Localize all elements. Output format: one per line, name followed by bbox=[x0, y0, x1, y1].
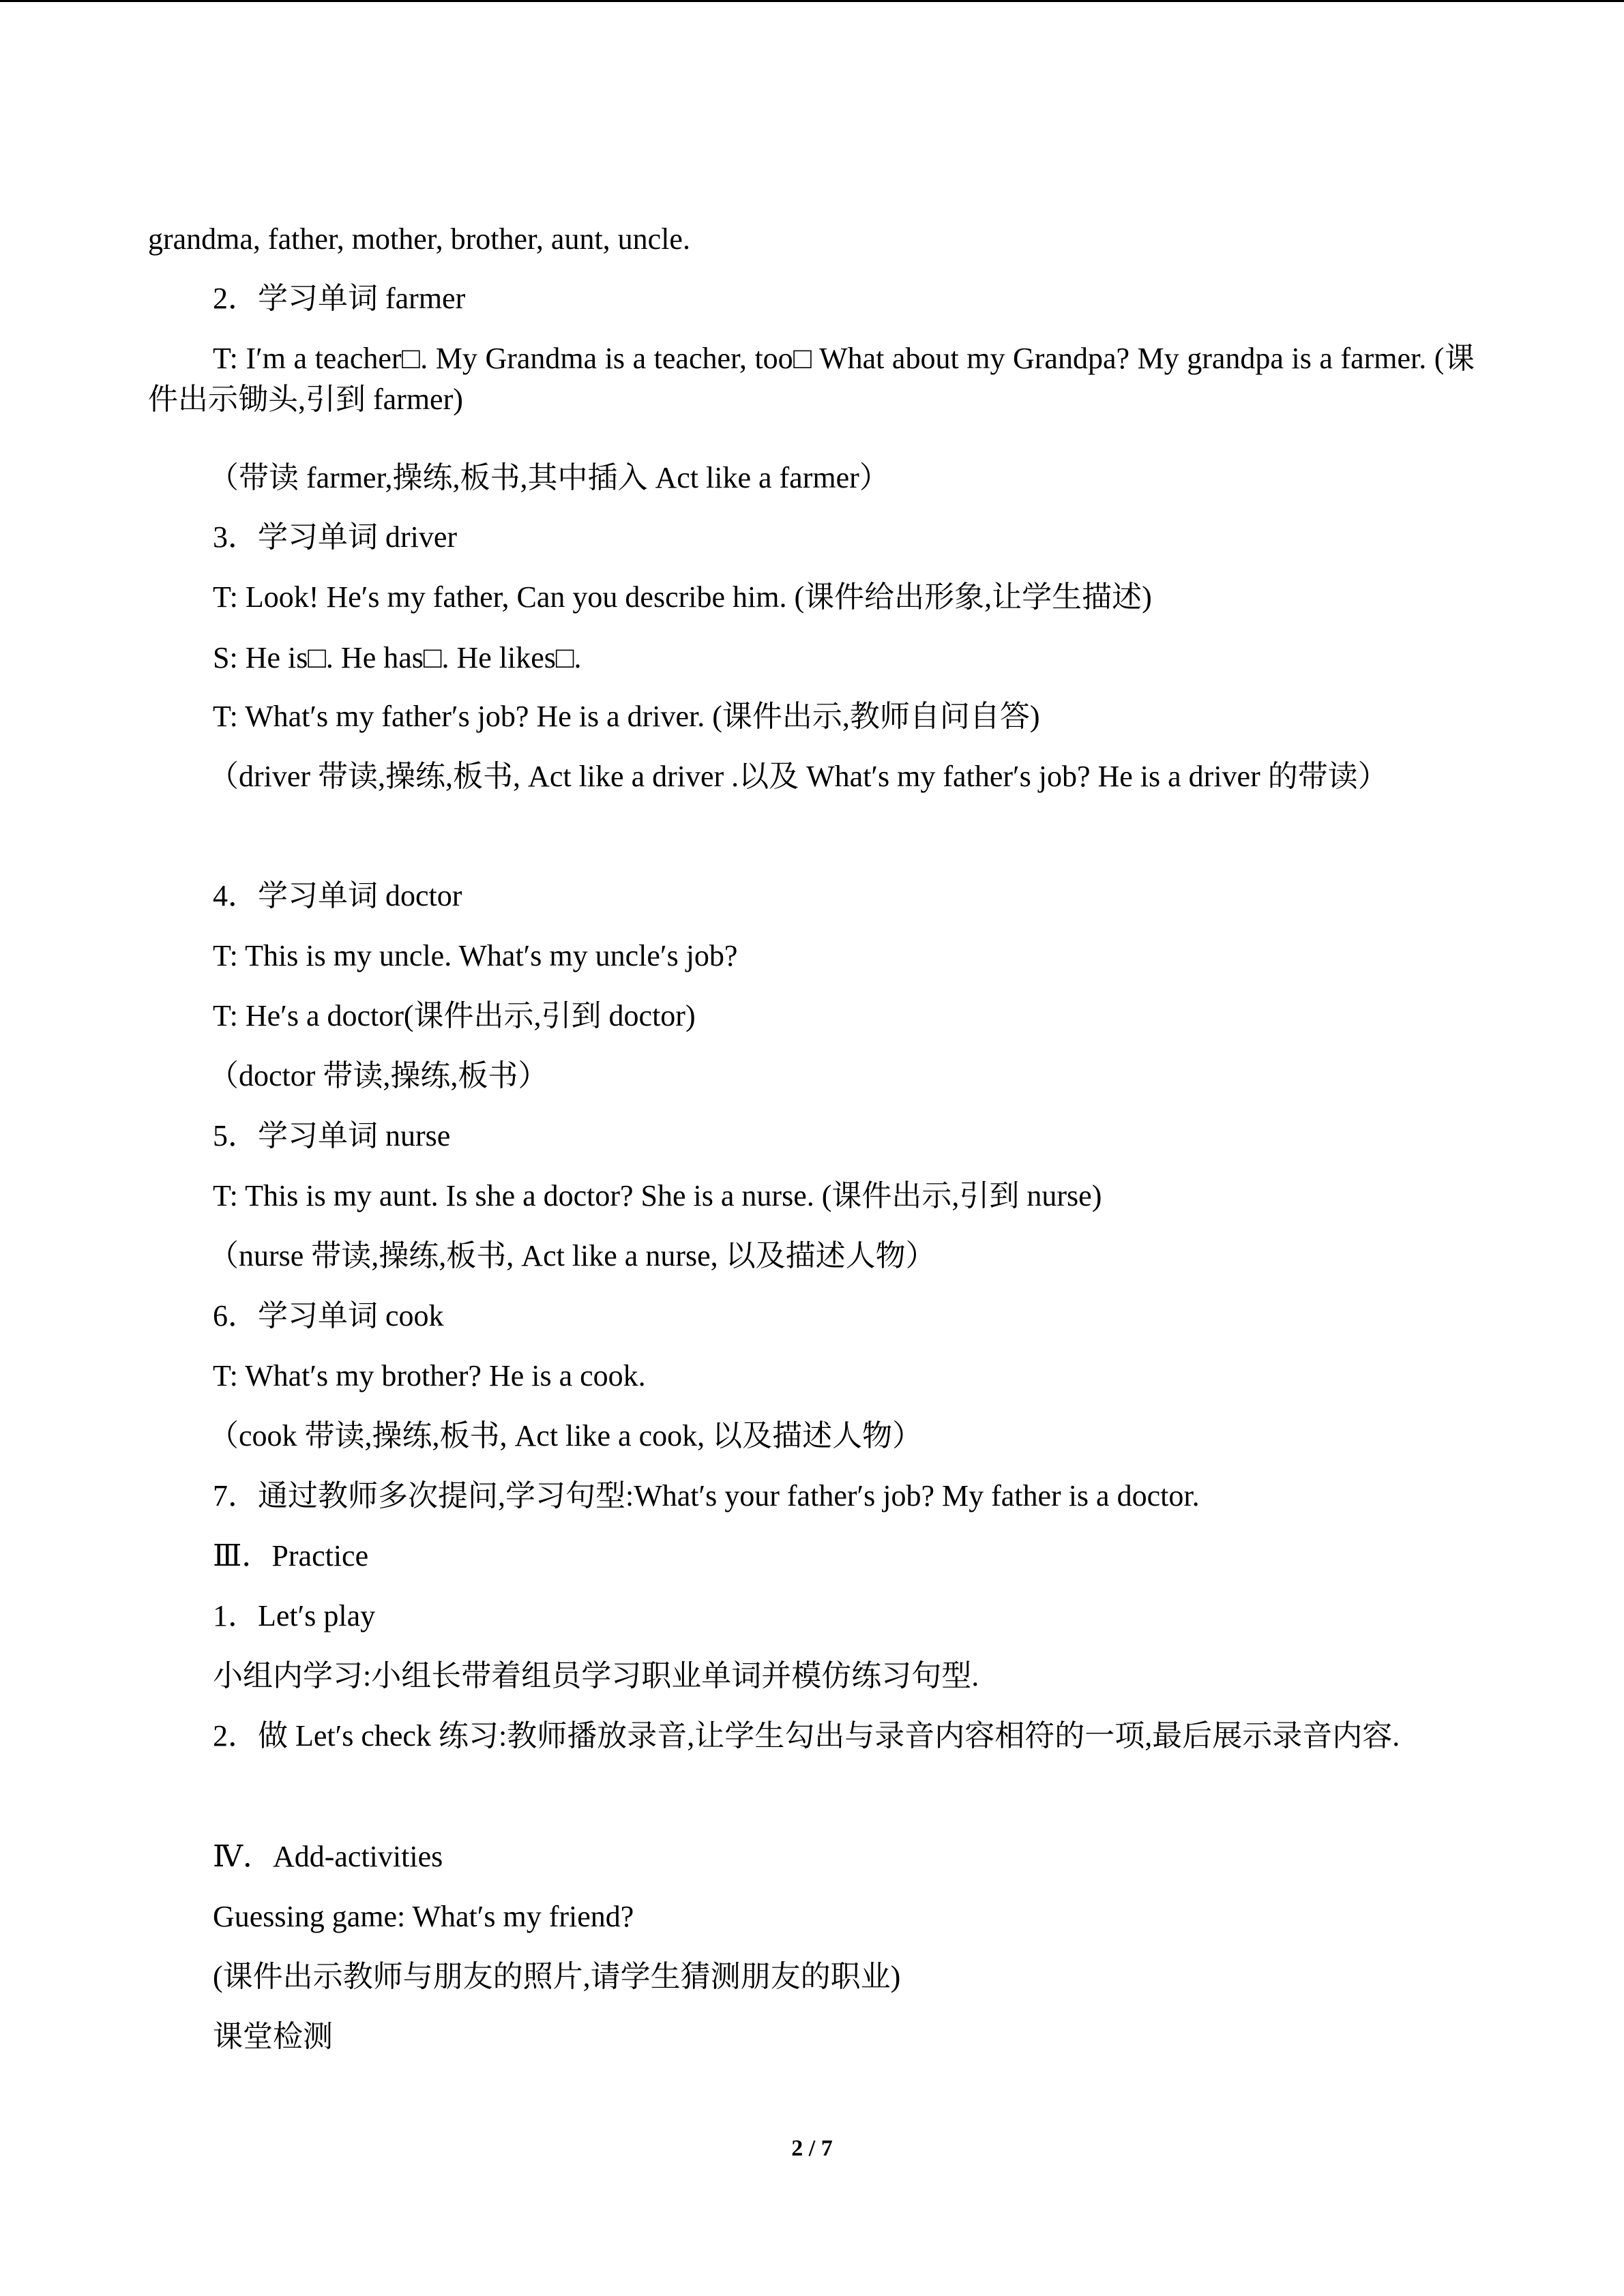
page-number: 2 / 7 bbox=[791, 2136, 833, 2161]
heading-add-activities: Ⅳ．Add-activities bbox=[213, 1840, 443, 1873]
text-line-aunt-nurse: T: This is my aunt. Is she a doctor? She is a nurse. (课件出示,引到 nurse) bbox=[213, 1179, 1102, 1212]
text-line-doctor: T: He′s a doctor(课件出示,引到 doctor) bbox=[213, 999, 696, 1032]
heading-learn-cook: 6．学习单词 cook bbox=[213, 1299, 444, 1332]
heading-learn-nurse: 5．学习单词 nurse bbox=[213, 1119, 451, 1152]
text-line-sentence-pattern: 7．通过教师多次提问,学习句型:What′s your father′s job? My father is a doctor. bbox=[213, 1479, 1200, 1512]
paragraph-lets-check: 2．做 Let′s check 练习:教师播放录音,让学生勾出与录音内容相符的一项,最后展示录音内容. bbox=[213, 1719, 1400, 1753]
paragraph-teacher-farmer: T: I′m a teacher□. My Grandma is a teacher, too□ What about my Grandpa? My grandpa is a farmer. (课件出示锄头,引到 farmer) bbox=[148, 342, 1475, 416]
note-farmer-practice: （带读 farmer,操练,板书,其中插入 Act like a farmer） bbox=[209, 461, 889, 494]
text-line-student-describe: S: He is□. He has□. He likes□. bbox=[213, 641, 582, 674]
heading-practice: Ⅲ．Practice bbox=[213, 1539, 369, 1572]
note-cook-practice: （cook 带读,操练,板书, Act like a cook, 以及描述人物） bbox=[209, 1419, 923, 1452]
text-line-look-father: T: Look! He′s my father, Can you describe him. (课件给出形象,让学生描述) bbox=[213, 580, 1152, 614]
heading-learn-doctor: 4．学习单词 doctor bbox=[213, 879, 462, 912]
text-line-guessing-game: Guessing game: What′s my friend? bbox=[213, 1900, 634, 1933]
heading-lets-play: 1．Let′s play bbox=[213, 1599, 376, 1632]
note-doctor-practice: （doctor 带读,操练,板书） bbox=[209, 1059, 548, 1092]
text-line-friend-photo: (课件出示教师与朋友的照片,请学生猜测朋友的职业) bbox=[213, 1960, 901, 1993]
text-line-father-job: T: What′s my father′s job? He is a driver. (课件出示,教师自问自答) bbox=[213, 700, 1040, 733]
text-line-family-words: grandma, father, mother, brother, aunt, uncle. bbox=[148, 222, 690, 256]
text-line-brother-cook: T: What′s my brother? He is a cook. bbox=[213, 1359, 646, 1392]
text-line-uncle: T: This is my uncle. What′s my uncle′s job? bbox=[213, 939, 738, 972]
heading-learn-driver: 3．学习单词 driver bbox=[213, 520, 458, 554]
paragraph-driver-practice: （driver 带读,操练,板书, Act like a driver .以及 What′s my father′s job? He is a driver 的带读） bbox=[209, 760, 1388, 793]
heading-classroom-test: 课堂检测 bbox=[213, 2020, 333, 2053]
note-nurse-practice: （nurse 带读,操练,板书, Act like a nurse, 以及描述人物） bbox=[209, 1239, 936, 1272]
text-line-group-study: 小组内学习:小组长带着组员学习职业单词并模仿练习句型. bbox=[213, 1659, 979, 1693]
heading-learn-farmer: 2．学习单词 farmer bbox=[213, 282, 466, 315]
